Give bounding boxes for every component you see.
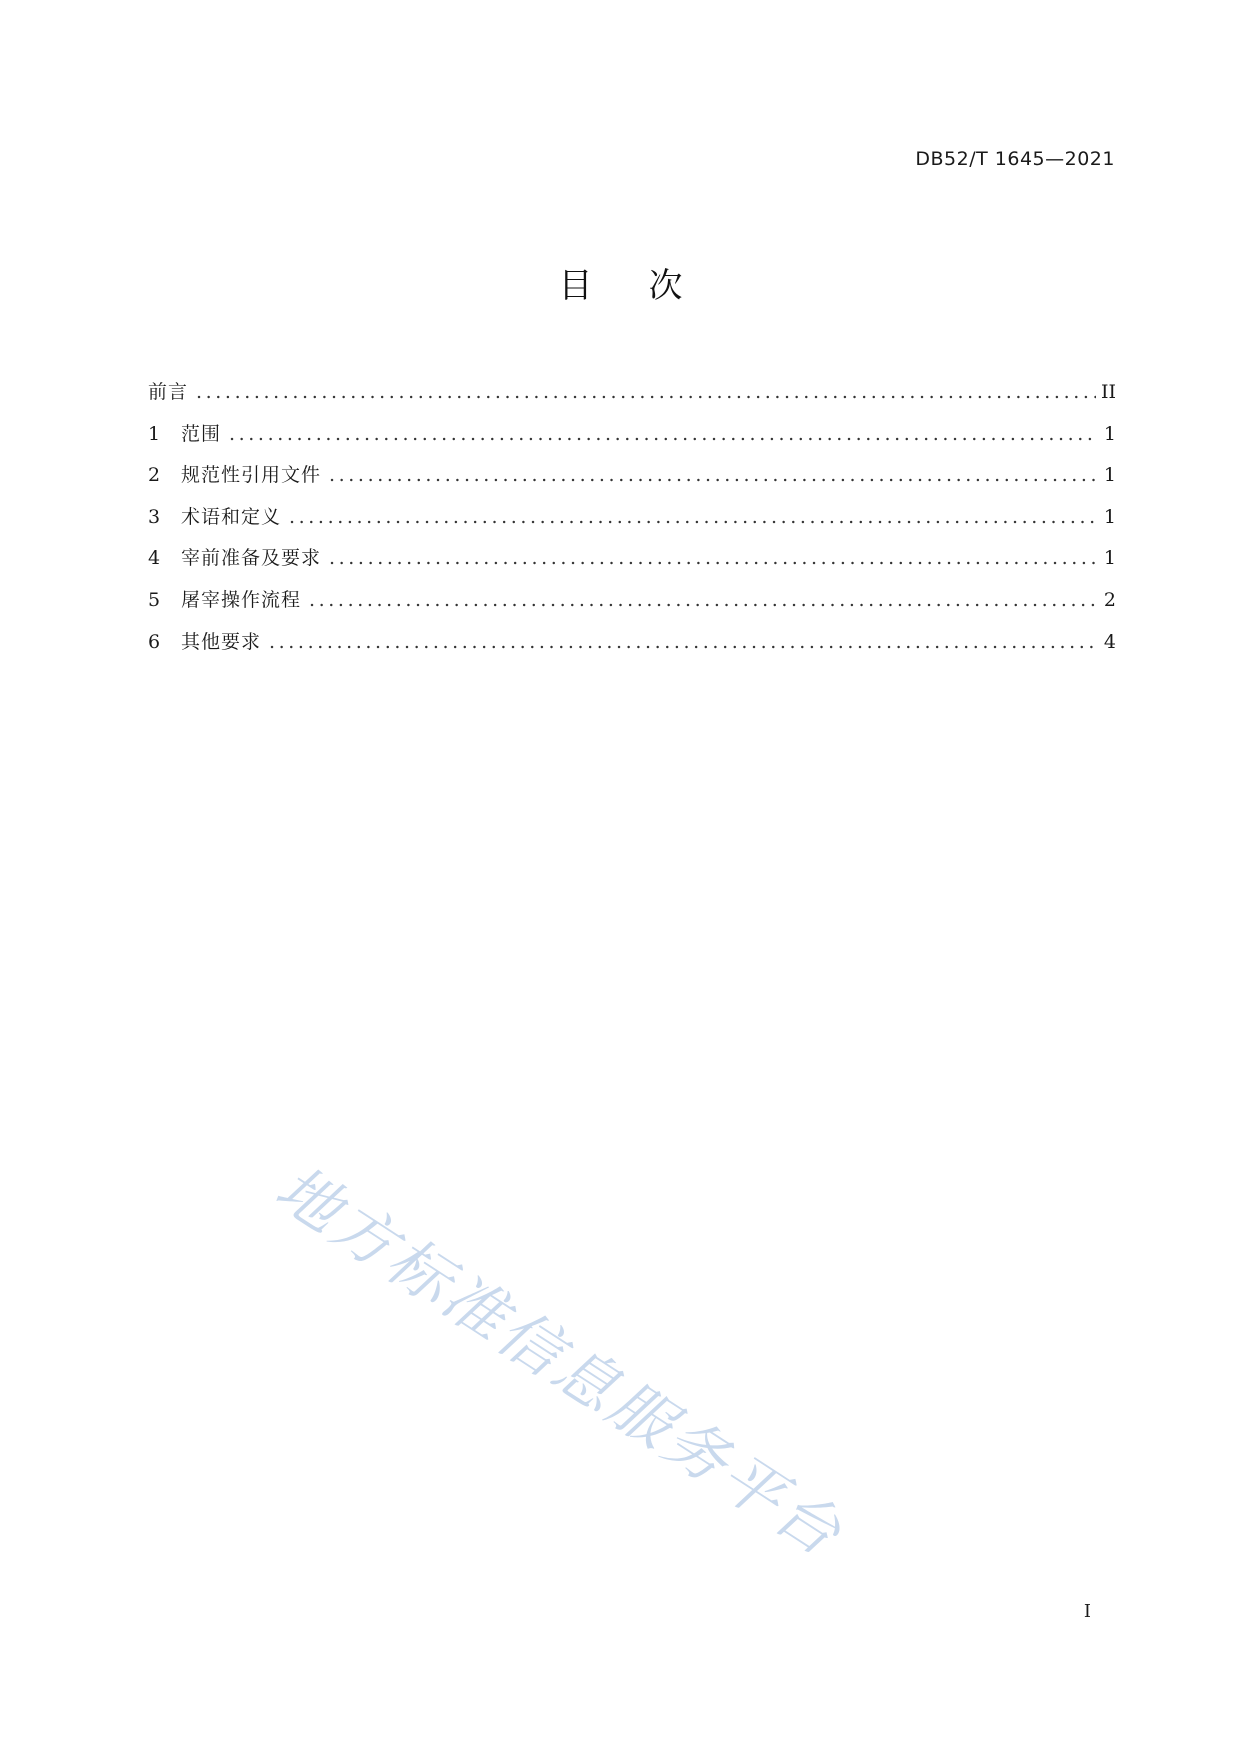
toc-entry-number: 2 bbox=[148, 464, 161, 487]
toc-entry-label: 其他要求 bbox=[181, 630, 262, 653]
toc-entry-page: 4 bbox=[1103, 630, 1116, 653]
toc-entry-slaughter-process[interactable] bbox=[148, 580, 1116, 622]
toc-entry-label: 范围 bbox=[181, 422, 222, 445]
toc-leader-dots bbox=[196, 372, 1096, 414]
toc-entry-label: 屠宰操作流程 bbox=[181, 588, 302, 611]
toc-entry-page: 1 bbox=[1103, 547, 1116, 570]
toc-entry-page: 1 bbox=[1103, 422, 1116, 445]
toc-entry-pre-slaughter[interactable] bbox=[148, 538, 1116, 580]
toc-entry-scope[interactable] bbox=[148, 414, 1116, 456]
toc-entry-other-requirements[interactable] bbox=[148, 622, 1116, 664]
toc-entry-label: 前言 bbox=[148, 381, 189, 403]
toc-entry-number: 5 bbox=[148, 588, 161, 611]
toc-entry-number: 6 bbox=[148, 630, 161, 653]
toc-leader-dots bbox=[229, 414, 1096, 456]
toc-entry-page: 1 bbox=[1103, 464, 1116, 487]
watermark: 地方标准信息服务平台 bbox=[263, 1150, 857, 1572]
toc-entry-label: 术语和定义 bbox=[181, 505, 282, 528]
page-number: I bbox=[1083, 1601, 1091, 1622]
page-title: 目次 bbox=[558, 266, 739, 306]
toc-entry-page: 2 bbox=[1103, 588, 1116, 611]
toc-entry-label: 宰前准备及要求 bbox=[181, 547, 322, 570]
toc-entry-page: 1 bbox=[1103, 505, 1116, 528]
toc-leader-dots bbox=[329, 538, 1096, 580]
toc-entry-normative-references[interactable] bbox=[148, 455, 1116, 497]
toc-entry-number: 3 bbox=[148, 505, 161, 528]
toc-entry-number: 1 bbox=[148, 422, 161, 445]
toc-entry-number: 4 bbox=[148, 547, 161, 570]
toc-leader-dots bbox=[309, 580, 1096, 622]
toc-leader-dots bbox=[329, 455, 1096, 497]
toc-entry-foreword[interactable] bbox=[148, 372, 1116, 414]
toc-leader-dots bbox=[289, 497, 1096, 539]
toc-entry-label: 规范性引用文件 bbox=[181, 464, 322, 487]
table-of-contents bbox=[148, 372, 1116, 663]
toc-entry-terms-definitions[interactable] bbox=[148, 497, 1116, 539]
document-code: DB52/T 1645—2021 bbox=[915, 148, 1115, 170]
toc-entry-page: II bbox=[1100, 381, 1116, 403]
toc-leader-dots bbox=[269, 622, 1096, 664]
